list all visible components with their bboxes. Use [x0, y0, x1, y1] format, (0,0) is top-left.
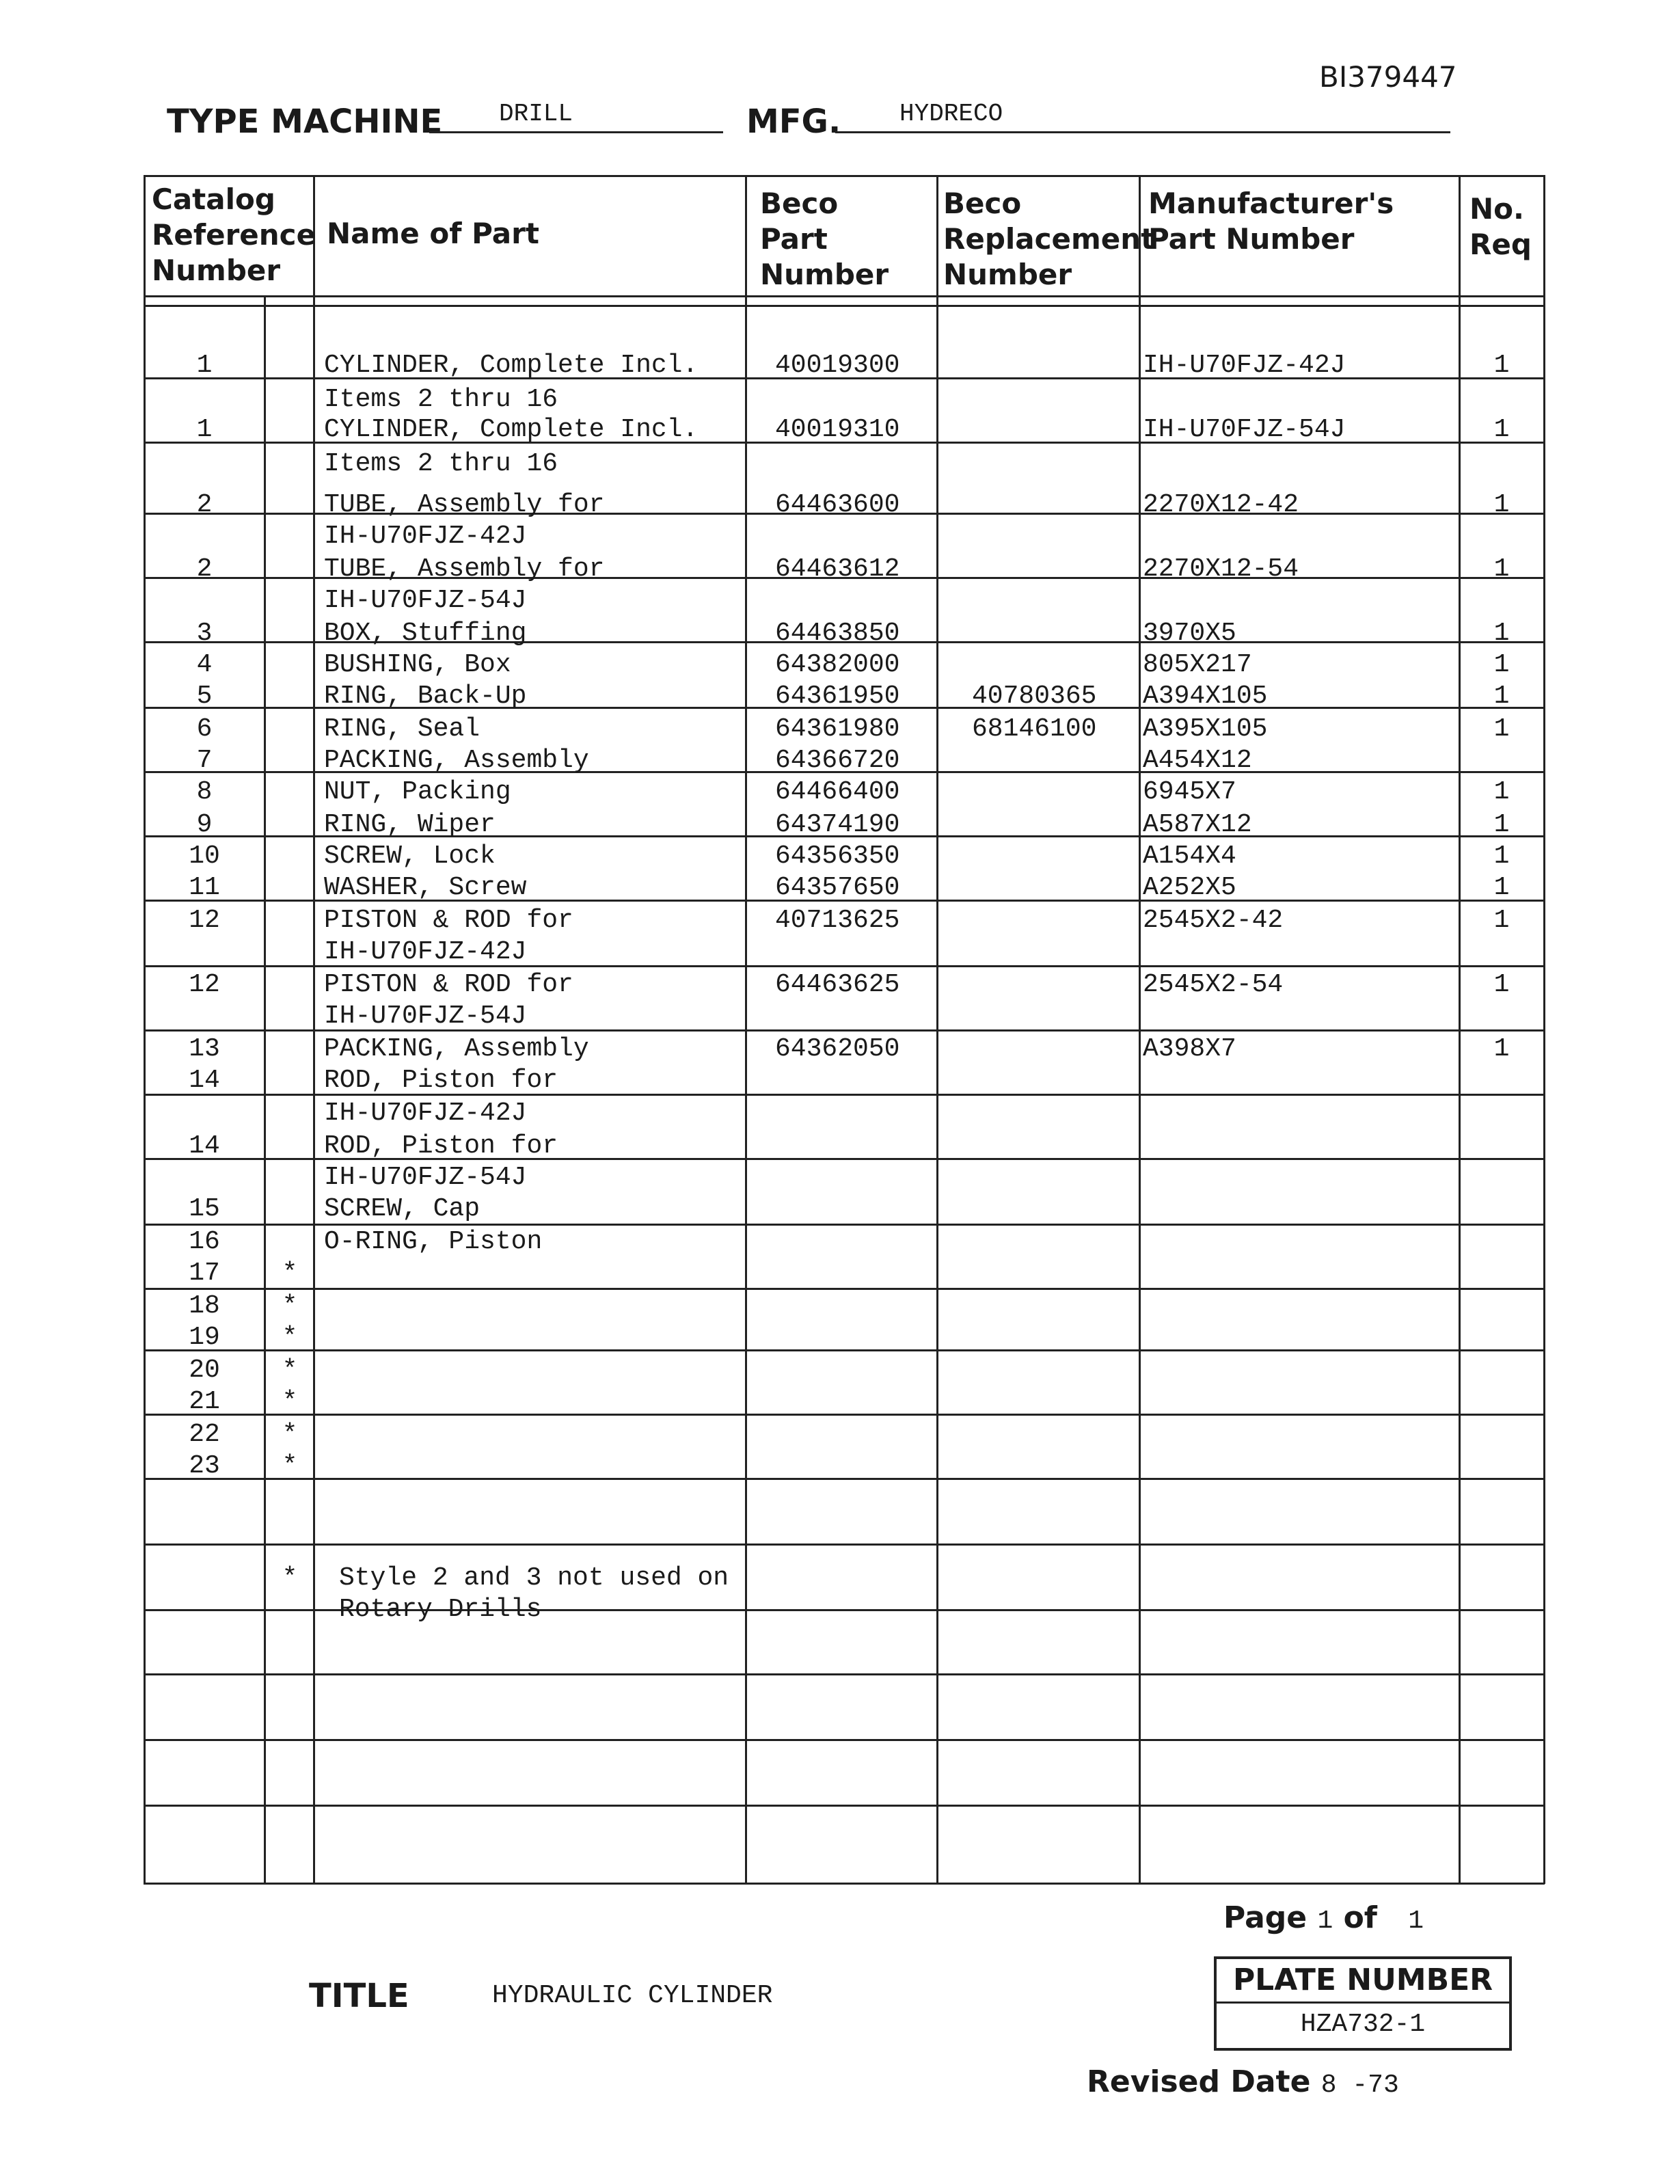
catalog-ref: 10 [189, 841, 220, 871]
table-border-top [144, 175, 1545, 177]
part-name: SCREW, Cap [324, 1194, 480, 1224]
manufacturer-part-number: 6945X7 [1143, 777, 1236, 807]
page-total: 1 [1408, 1906, 1424, 1936]
catalog-ref: 12 [189, 906, 220, 935]
title-label: TITLE [309, 1977, 409, 2015]
document-id: BI379447 [1319, 60, 1457, 94]
beco-part-number: 64356350 [775, 841, 900, 871]
catalog-ref: 14 [189, 1131, 220, 1161]
beco-replacement-number: 68146100 [972, 714, 1097, 744]
table-border-bottom [144, 1883, 1545, 1885]
number-required: 1 [1493, 841, 1510, 871]
beco-part-number: 40019300 [775, 351, 900, 380]
part-name: RING, Wiper [324, 810, 496, 839]
mfg-value: HYDRECO [899, 100, 1003, 128]
col-header-beco-replacement: Beco Replacement Number [943, 187, 1155, 291]
row-separator [144, 1414, 1545, 1416]
note-line-1: Style 2 and 3 not used on [339, 1563, 729, 1593]
part-name: BOX, Stuffing [324, 619, 527, 648]
revised-date-label: Revised Date [1087, 2064, 1311, 2099]
manufacturer-part-number: 2270X12-54 [1143, 554, 1299, 584]
col-divider-ref-star [264, 295, 266, 1884]
number-required: 1 [1493, 554, 1510, 584]
revised-date-value: 8 -73 [1320, 2071, 1399, 2100]
beco-part-number: 64463600 [775, 490, 900, 520]
row-separator [144, 1805, 1545, 1807]
row-separator [144, 1478, 1545, 1480]
beco-part-number: 64366720 [775, 746, 900, 775]
mfg-underline [835, 131, 1450, 133]
manufacturer-part-number: 3970X5 [1143, 619, 1236, 648]
part-name: TUBE, Assembly for [324, 554, 605, 584]
part-name: IH-U70FJZ-54J [324, 586, 527, 615]
catalog-ref: 1 [196, 351, 213, 380]
beco-replacement-number: 40780365 [972, 682, 1097, 711]
style-star: * [282, 1258, 298, 1288]
part-name: ROD, Piston for [324, 1131, 558, 1161]
number-required: 1 [1493, 714, 1510, 744]
parts-table [144, 175, 1545, 1884]
header-bottom-line [144, 295, 1545, 297]
style-star: * [282, 1291, 298, 1321]
manufacturer-part-number: A154X4 [1143, 841, 1236, 871]
part-name: IH-U70FJZ-42J [324, 937, 527, 967]
catalog-ref: 8 [196, 777, 213, 807]
catalog-ref: 2 [196, 490, 213, 520]
part-name: RING, Seal [324, 714, 480, 744]
catalog-ref: 17 [189, 1258, 220, 1288]
plate-number-box [1214, 1956, 1512, 2051]
part-name: TUBE, Assembly for [324, 490, 605, 520]
beco-part-number: 64463625 [775, 970, 900, 999]
type-machine-value: DRILL [499, 100, 573, 128]
manufacturer-part-number: IH-U70FJZ-42J [1143, 351, 1346, 380]
part-name: NUT, Packing [324, 777, 511, 807]
beco-part-number: 40019310 [775, 415, 900, 444]
manufacturer-part-number: A395X105 [1143, 714, 1268, 744]
title-value: HYDRAULIC CYLINDER [492, 1981, 773, 2010]
part-name: Items 2 thru 16 [324, 385, 558, 414]
style-star: * [282, 1356, 298, 1385]
revised-date [1087, 2064, 1399, 2100]
part-name: PISTON & ROD for [324, 970, 573, 999]
catalog-ref: 4 [196, 650, 213, 679]
type-machine-underline [429, 131, 723, 133]
number-required: 1 [1493, 1034, 1510, 1064]
number-required: 1 [1493, 415, 1510, 444]
part-name: RING, Back-Up [324, 682, 527, 711]
catalog-ref: 16 [189, 1227, 220, 1256]
catalog-ref: 11 [189, 873, 220, 902]
part-name: PACKING, Assembly [324, 1034, 589, 1064]
row-separator [144, 1739, 1545, 1741]
manufacturer-part-number: 2270X12-42 [1143, 490, 1299, 520]
manufacturer-part-number: A252X5 [1143, 873, 1236, 902]
manufacturer-part-number: A394X105 [1143, 682, 1268, 711]
part-name: WASHER, Screw [324, 873, 527, 902]
manufacturer-part-number: 2545X2-42 [1143, 906, 1284, 935]
col-header-catalog: Catalog Reference Number [152, 183, 316, 287]
col-header-beco-part: Beco Part Number [760, 187, 889, 291]
catalog-ref: 23 [189, 1451, 220, 1481]
part-name: CYLINDER, Complete Incl. [324, 415, 699, 444]
part-name: Items 2 thru 16 [324, 449, 558, 478]
number-required: 1 [1493, 682, 1510, 711]
page-label: Page [1223, 1900, 1308, 1935]
part-name: IH-U70FJZ-42J [324, 522, 527, 551]
col-header-name: Name of Part [327, 217, 539, 250]
mfg-label: MFG. [746, 103, 841, 141]
catalog-ref: 3 [196, 619, 213, 648]
beco-part-number: 64362050 [775, 1034, 900, 1064]
beco-part-number: 40713625 [775, 906, 900, 935]
part-name: IH-U70FJZ-42J [324, 1098, 527, 1128]
row-separator [144, 1349, 1545, 1351]
catalog-ref: 13 [189, 1034, 220, 1064]
number-required: 1 [1493, 351, 1510, 380]
part-name: IH-U70FJZ-54J [324, 1163, 527, 1192]
part-name: ROD, Piston for [324, 1066, 558, 1095]
manufacturer-part-number: 2545X2-54 [1143, 970, 1284, 999]
catalog-ref: 2 [196, 554, 213, 584]
beco-part-number: 64374190 [775, 810, 900, 839]
part-name: O-RING, Piston [324, 1227, 543, 1256]
manufacturer-part-number: A587X12 [1143, 810, 1252, 839]
style-star: * [282, 1451, 298, 1481]
catalog-ref: 6 [196, 714, 213, 744]
note-star: * [282, 1563, 298, 1593]
manufacturer-part-number: IH-U70FJZ-54J [1143, 415, 1346, 444]
header-double-line [144, 305, 1545, 307]
catalog-ref: 9 [196, 810, 213, 839]
beco-part-number: 64382000 [775, 650, 900, 679]
number-required: 1 [1493, 970, 1510, 999]
manufacturer-part-number: A454X12 [1143, 746, 1252, 775]
type-machine-label: TYPE MACHINE [167, 103, 443, 141]
row-separator [144, 1543, 1545, 1546]
number-required: 1 [1493, 619, 1510, 648]
catalog-ref: 5 [196, 682, 213, 711]
catalog-ref: 14 [189, 1066, 220, 1095]
number-required: 1 [1493, 906, 1510, 935]
catalog-ref: 1 [196, 415, 213, 444]
catalog-ref: 22 [189, 1420, 220, 1449]
part-name: SCREW, Lock [324, 841, 496, 871]
catalog-ref: 15 [189, 1194, 220, 1224]
row-separator [144, 1673, 1545, 1675]
beco-part-number: 64361950 [775, 682, 900, 711]
number-required: 1 [1493, 490, 1510, 520]
part-name: BUSHING, Box [324, 650, 511, 679]
col-header-no-req: No. Req [1469, 192, 1532, 261]
part-name: PISTON & ROD for [324, 906, 573, 935]
number-required: 1 [1493, 810, 1510, 839]
col-header-manufacturer-part: Manufacturer's Part Number [1148, 187, 1394, 256]
note-line-2: Rotary Drills [339, 1595, 542, 1624]
plate-number-value: HZA732-1 [1300, 2010, 1426, 2039]
catalog-ref: 7 [196, 746, 213, 775]
row-separator [144, 1288, 1545, 1290]
catalog-ref: 18 [189, 1291, 220, 1321]
page-indicator [1223, 1900, 1424, 1936]
beco-part-number: 64463612 [775, 554, 900, 584]
of-label: of [1343, 1900, 1377, 1935]
beco-part-number: 64361980 [775, 714, 900, 744]
manufacturer-part-number: 805X217 [1143, 650, 1252, 679]
beco-part-number: 64463850 [775, 619, 900, 648]
style-star: * [282, 1420, 298, 1449]
catalog-ref: 19 [189, 1323, 220, 1352]
beco-part-number: 64357650 [775, 873, 900, 902]
catalog-ref: 21 [189, 1387, 220, 1416]
number-required: 1 [1493, 777, 1510, 807]
part-name: CYLINDER, Complete Incl. [324, 351, 699, 380]
catalog-ref: 20 [189, 1356, 220, 1385]
page-number: 1 [1317, 1906, 1333, 1936]
number-required: 1 [1493, 873, 1510, 902]
number-required: 1 [1493, 650, 1510, 679]
manufacturer-part-number: A398X7 [1143, 1034, 1236, 1064]
beco-part-number: 64466400 [775, 777, 900, 807]
part-name: PACKING, Assembly [324, 746, 589, 775]
catalog-ref: 12 [189, 970, 220, 999]
part-name: IH-U70FJZ-54J [324, 1001, 527, 1031]
plate-number-label: PLATE NUMBER [1217, 1959, 1509, 2004]
style-star: * [282, 1387, 298, 1416]
style-star: * [282, 1323, 298, 1352]
